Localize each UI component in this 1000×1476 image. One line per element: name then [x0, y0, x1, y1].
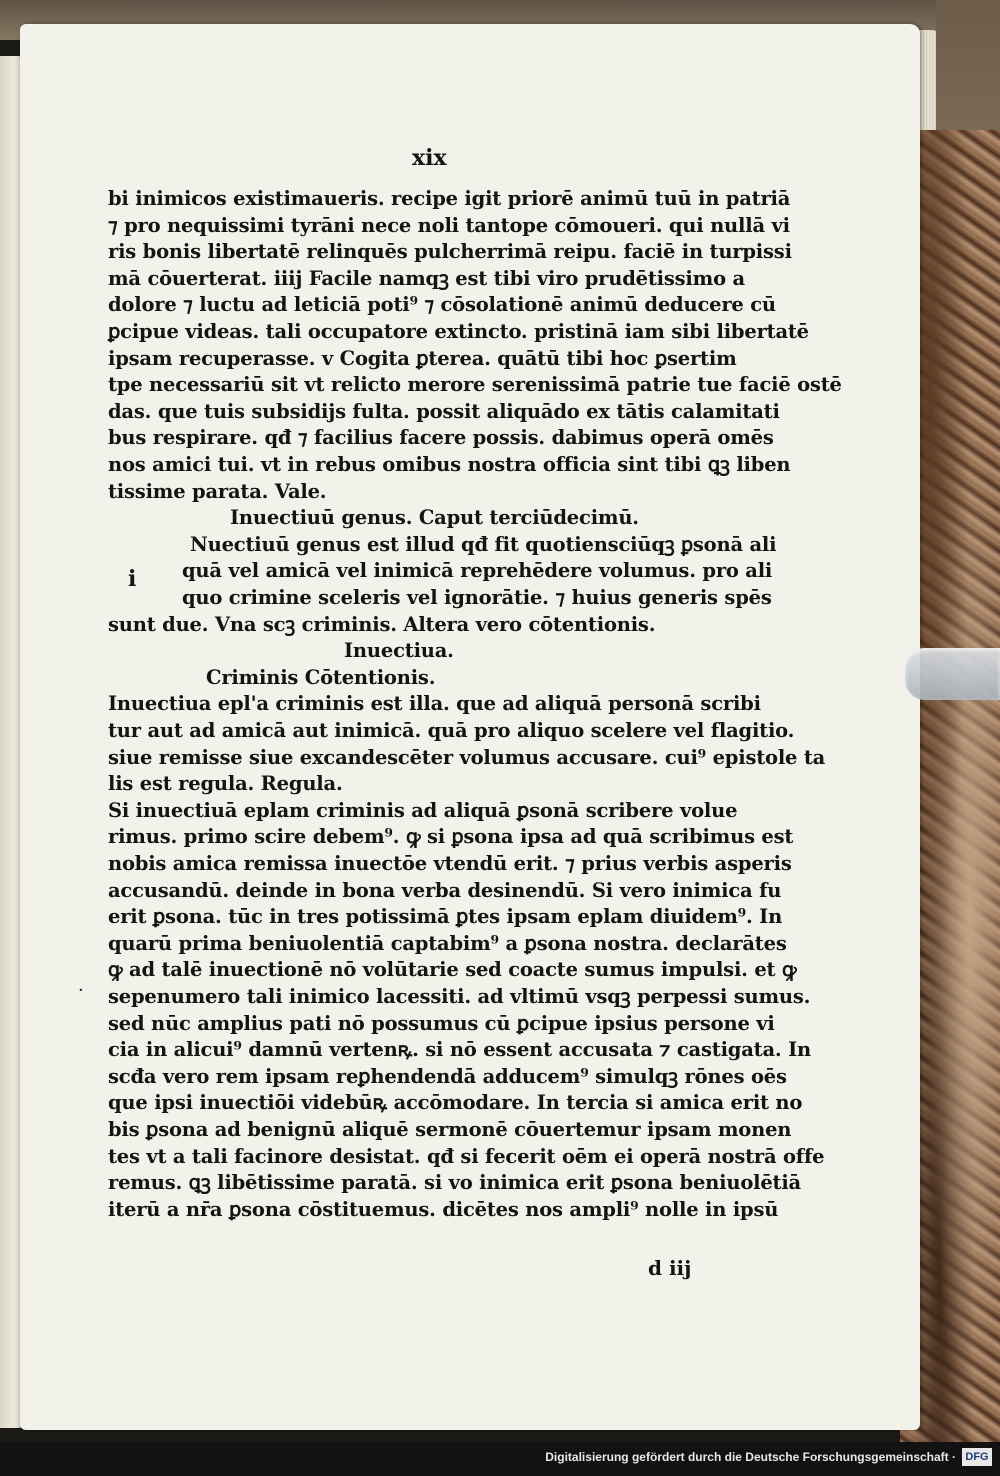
text-line: scđa vero rem ipsam reꝑhendendā adducem⁹ simulqꝫ rōnes oēs: [108, 1064, 787, 1088]
dfg-logo: DFG: [962, 1448, 992, 1466]
text-line: rimus. primo scire debem⁹. ꝙ si ꝑsona ipsa ad quā scribimus est: [108, 825, 794, 849]
text-line: ꝑcipue videas. tali occupatore extincto. pristinā iam sibi libertatē: [108, 320, 809, 343]
text-line: que ipsi inuectiōi videbūꝶ accōmodare. In tercia si amica erit no: [108, 1091, 803, 1115]
text-line: Inuectiuū genus. Caput terciūdecimū.: [230, 506, 639, 530]
text-line: sed nūc amplius pati nō possumus cū ꝑcipue ipsius persone vi: [108, 1011, 775, 1035]
text-line: remus. ꝗꝫ libētissime paratā. si vo inimica erit ꝑsona beniuolētiā: [108, 1171, 801, 1195]
text-line: ris bonis libertatē relinquēs pulcherrimā reipu. faciē in turpissi: [108, 240, 792, 264]
text-line: Si inuectiuā eplam criminis ad aliquā ꝑsonā scribere volue: [108, 798, 738, 822]
margin-initial: i: [128, 566, 137, 592]
text-line: nos amici tui. vt in rebus omibus nostra officia sint tibi ꝗꝫ liben: [108, 453, 791, 476]
bookmark-clip: [905, 648, 1000, 700]
signature-mark: d iij: [648, 1256, 692, 1280]
text-line: Inuectiua epl'a criminis est illa. que ad aliquā personā scribi: [108, 692, 761, 716]
text-line: tur aut ad amicā aut inimicā. quā pro aliquo scelere vel flagitio.: [108, 719, 795, 742]
text-line: dolore ⁊ luctu ad leticiā poti⁹ ⁊ cōsolationē animū deducere cū: [108, 293, 776, 317]
text-line: Nuectiuū genus est illud qđ fit quotiensciūqꝫ ꝑsonā ali: [190, 532, 777, 556]
text-line: quarū prima beniuolentiā captabim⁹ a ꝑsona nostra. declarātes: [108, 931, 787, 955]
text-line: erit ꝑsona. tūc in tres potissimā ꝑtes ipsam eplam diuidem⁹. In: [108, 905, 783, 929]
text-line: tissime parata. Vale.: [108, 479, 327, 503]
text-line: bi inimicos existimaueris. recipe igit priorē animū tuū in patriā: [108, 187, 791, 210]
text-line: Criminis Cōtentionis.: [206, 665, 436, 689]
folio-number: xix: [412, 145, 447, 171]
text-line: ꝙ ad talē inuectionē nō volūtarie sed coacte sumus impulsi. et ꝙ: [108, 958, 797, 982]
text-line: iterū a nr̄a ꝑsona cōstituemus. dicētes nos ampli⁹ nolle in ipsū: [108, 1197, 779, 1221]
text-line: das. que tuis subsidijs fulta. possit aliquādo ex tātis calamitati: [108, 399, 780, 423]
book-cover-corner: [936, 0, 1000, 140]
text-line: bis ꝑsona ad benignū aliquē sermonē cōuertemur ipsam monen: [108, 1118, 792, 1141]
text-line: siue remisse siue excandescēter volumus accusare. cui⁹ epistole ta: [108, 745, 826, 769]
footer-credit: Digitalisierung gefördert durch die Deutsche Forschungsgemeinschaft ·: [545, 1450, 956, 1464]
text-line: nobis amica remissa inuectōe vtendū erit. ⁊ prius verbis asperis: [108, 852, 792, 875]
text-line: quā vel amicā vel inimicā reprehēdere volumus. pro ali: [182, 559, 773, 583]
text-line: bus respirare. qđ ⁊ facilius facere possis. dabimus operā omēs: [108, 426, 774, 450]
text-line: mā cōuerterat. iiij Facile namqꝫ est tibi viro prudētissimo a: [108, 266, 745, 290]
text-line: quo crimine sceleris vel ignorātie. ⁊ huius generis spēs: [182, 586, 772, 609]
text-line: sunt due. Vna scꝫ criminis. Altera vero cōtentionis.: [108, 612, 656, 636]
text-line: ipsam recuperasse. v Cogita ꝑterea. quātū tibi hoc ꝑsertim: [108, 346, 737, 370]
text-line: lis est regula. Regula.: [108, 772, 343, 796]
text-line: sepenumero tali inimico lacessiti. ad vltimū vsqꝫ perpessi sumus.: [108, 985, 811, 1008]
text-line: tpe necessariū sit vt relicto merore serenissimā patrie tue faciē ostē: [108, 373, 842, 397]
text-line: ⁊ pro nequissimi tyrāni nece noli tantope cōmoueri. qui nullā vi: [108, 213, 790, 237]
text-line: accusandū. deinde in bona verba desinendū. Si vero inimica fu: [108, 878, 782, 902]
text-line: tes vt a tali facinore desistat. qđ si fecerit oēm ei operā nostrā offe: [108, 1144, 825, 1168]
text-line: cia in alicui⁹ damnū vertenꝶ. si nō essent accusata ⁊ castigata. In: [108, 1038, 811, 1062]
text-line: Inuectiua.: [344, 639, 454, 663]
margin-dot: ·: [78, 980, 84, 1001]
